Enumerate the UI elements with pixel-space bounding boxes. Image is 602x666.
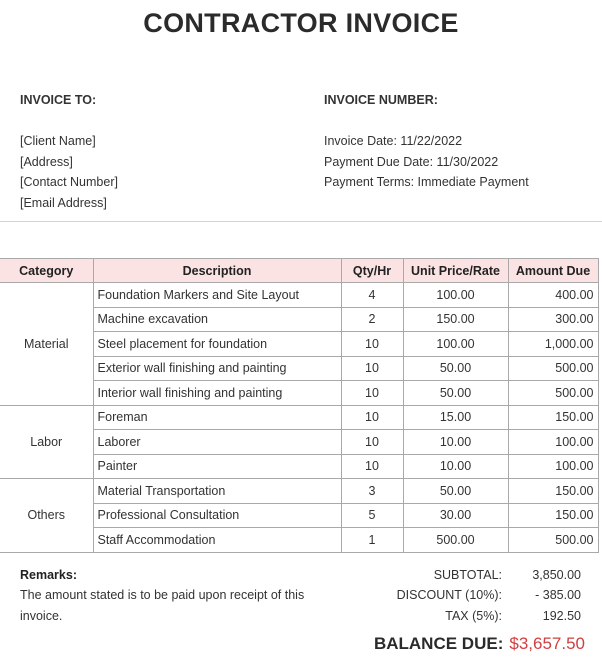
payment-terms: Payment Terms: Immediate Payment	[324, 175, 529, 189]
row-qty: 10	[341, 430, 403, 455]
balance-due-value: $3,657.50	[509, 634, 585, 653]
client-name: [Client Name]	[20, 134, 96, 148]
row-amount: 100.00	[508, 430, 598, 455]
col-header-description: Description	[93, 259, 341, 283]
row-amount: 500.00	[508, 528, 598, 553]
row-qty: 10	[341, 356, 403, 381]
bill-to-label: INVOICE TO:	[20, 93, 97, 107]
row-rate: 500.00	[403, 528, 508, 553]
table-header-row	[0, 259, 598, 283]
table-row	[0, 283, 598, 308]
table-row	[0, 479, 598, 504]
row-amount: 150.00	[508, 479, 598, 504]
payment-due-date: Payment Due Date: 11/30/2022	[324, 154, 499, 169]
row-amount: 400.00	[508, 283, 598, 308]
row-description: Laborer	[93, 430, 341, 455]
row-qty: 10	[341, 454, 403, 479]
row-qty: 2	[341, 307, 403, 332]
category-material: Material	[0, 283, 93, 406]
row-description: Material Transportation	[93, 479, 341, 504]
client-address: [Address]	[20, 154, 73, 169]
row-description: Painter	[93, 454, 341, 479]
row-rate: 10.00	[403, 430, 508, 455]
subtotal-label: SUBTOTAL:	[433, 568, 502, 582]
col-header-unit-price: Unit Price/Rate	[403, 259, 508, 283]
row-qty: 4	[341, 283, 403, 308]
row-qty: 3	[341, 479, 403, 504]
col-header-qty: Qty/Hr	[341, 259, 403, 283]
category-others: Others	[0, 479, 93, 553]
row-qty: 10	[341, 405, 403, 430]
row-qty: 1	[341, 528, 403, 553]
row-amount: 1,000.00	[508, 332, 598, 357]
invoice-date: Invoice Date: 11/22/2022	[324, 134, 463, 148]
remarks-label: Remarks:	[20, 568, 77, 582]
bill-to-block	[20, 131, 118, 213]
remarks-text: The amount stated is to be paid upon receipt of this invoice.	[20, 588, 305, 623]
row-description: Professional Consultation	[93, 503, 341, 528]
row-amount: 150.00	[508, 503, 598, 528]
row-amount: 500.00	[508, 356, 598, 381]
category-labor: Labor	[0, 405, 93, 479]
row-amount: 150.00	[508, 405, 598, 430]
invoice-number-label: INVOICE NUMBER:	[324, 93, 438, 107]
row-rate: 100.00	[403, 332, 508, 357]
subtotal-value: 3,850.00	[532, 568, 581, 582]
invoice-title: CONTRACTOR INVOICE	[143, 8, 459, 38]
col-header-category: Category	[0, 259, 93, 283]
tax-value: 192.50	[542, 609, 581, 623]
row-description: Machine excavation	[93, 307, 341, 332]
row-description: Foreman	[93, 405, 341, 430]
client-contact-number: [Contact Number]	[20, 175, 118, 189]
row-description: Staff Accommodation	[93, 528, 341, 553]
row-rate: 30.00	[403, 503, 508, 528]
row-qty: 5	[341, 503, 403, 528]
client-email-address: [Email Address]	[20, 195, 107, 210]
row-rate: 100.00	[403, 283, 508, 308]
row-rate: 15.00	[403, 405, 508, 430]
invoice-details-block	[324, 131, 529, 193]
col-header-amount-due: Amount Due	[508, 259, 598, 283]
row-rate: 50.00	[403, 381, 508, 406]
row-rate: 50.00	[403, 356, 508, 381]
tax-label: TAX (5%):	[445, 609, 502, 623]
section-divider	[0, 221, 602, 222]
row-amount: 300.00	[508, 307, 598, 332]
row-qty: 10	[341, 381, 403, 406]
discount-label: DISCOUNT (10%):	[396, 588, 502, 602]
table-row	[0, 405, 598, 430]
balance-due-label: BALANCE DUE:	[373, 634, 504, 653]
row-amount: 500.00	[508, 381, 598, 406]
row-description: Foundation Markers and Site Layout	[93, 283, 341, 308]
row-rate: 150.00	[403, 307, 508, 332]
discount-value: - 385.00	[535, 588, 581, 602]
line-items-table	[0, 258, 599, 553]
row-rate: 50.00	[403, 479, 508, 504]
row-rate: 10.00	[403, 454, 508, 479]
row-description: Steel placement for foundation	[93, 332, 341, 357]
row-description: Interior wall finishing and painting	[93, 381, 341, 406]
balance-due	[374, 634, 585, 654]
row-amount: 100.00	[508, 454, 598, 479]
row-description: Exterior wall finishing and painting	[93, 356, 341, 381]
row-qty: 10	[341, 332, 403, 357]
